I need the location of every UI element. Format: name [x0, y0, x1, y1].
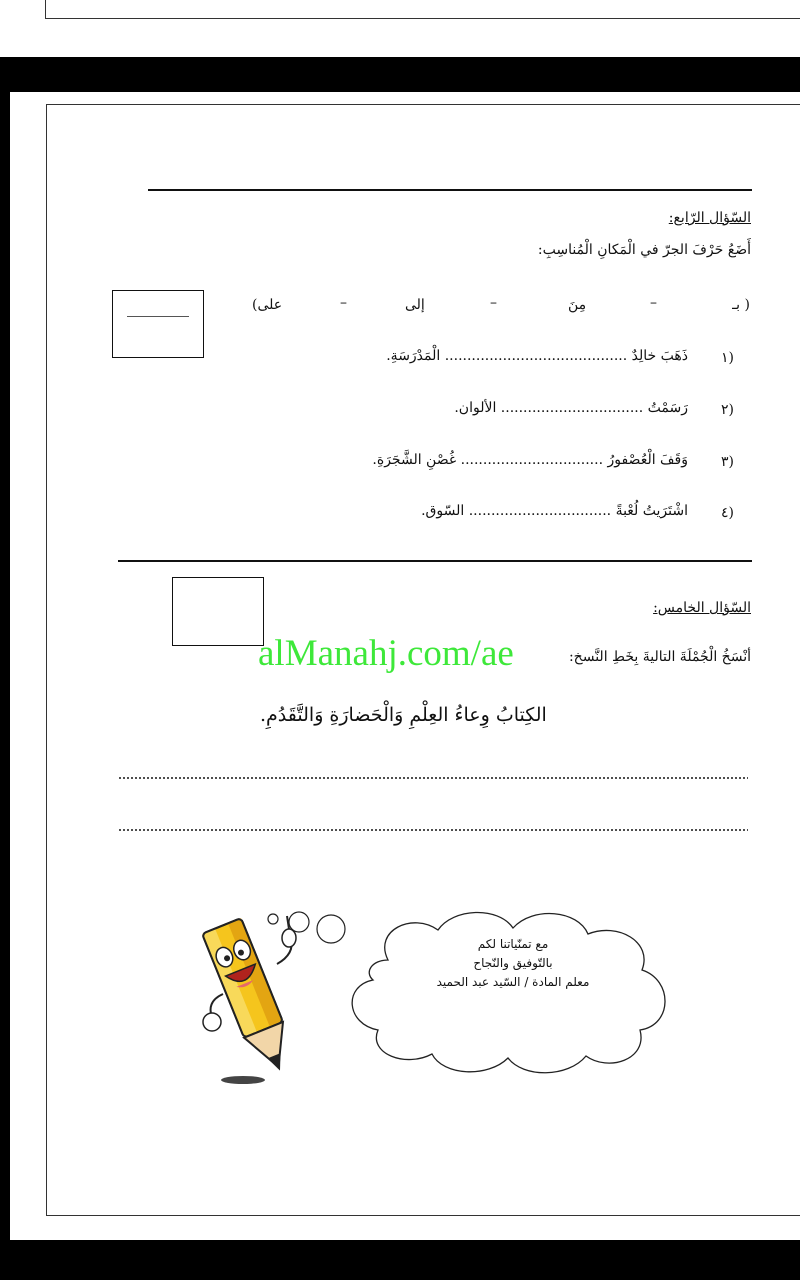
option-ba: ( بـ	[732, 297, 750, 313]
cloud-line-1: مع تمنّياتنا لكم	[477, 937, 549, 951]
score-box	[172, 577, 264, 646]
option-separator: –	[650, 295, 657, 311]
page-border-left	[45, 0, 46, 18]
item-number: ١)	[721, 350, 734, 366]
page-border-top	[46, 104, 800, 105]
section-divider	[148, 189, 752, 191]
section-divider	[118, 560, 752, 562]
page-border-left	[46, 104, 47, 1216]
question-5-instruction: أنْسَخُ الْجُمْلَةَ التاليةَ بِخَطِ النَّسخ:	[568, 649, 751, 665]
page-border-bottom	[45, 18, 800, 19]
writing-line	[118, 777, 748, 779]
item-sentence: رَسَمْتُ ................................ الألوان.	[454, 400, 688, 416]
item-sentence: وَقَفَ الْعُصْفورُ ................................ غُصْنِ الشَّجَرَةِ.	[372, 452, 688, 468]
page-border-bottom	[46, 1215, 800, 1216]
previous-page-bottom	[0, 0, 800, 57]
item-sentence: ذَهَبَ خالِدٌ ......................................... الْمَدْرَسَةِ.	[386, 348, 688, 364]
option-ila: إلى	[405, 297, 425, 313]
score-box	[112, 290, 204, 358]
cloud-line-2: بالتّوفيق والنّجاح	[473, 956, 553, 970]
worksheet-page	[10, 92, 800, 1240]
item-number: ٢)	[721, 402, 734, 418]
option-ala: على)	[252, 297, 283, 313]
item-number: ٤)	[721, 505, 734, 521]
copy-sentence: الكِتابُ وِعاءُ العِلْمِ وَالْحَضارَةِ وَالتَّقَدُمِ.	[260, 704, 547, 726]
thought-cloud	[328, 900, 688, 1085]
option-separator: –	[340, 295, 347, 311]
watermark: alManahj.com/ae	[258, 633, 514, 674]
item-sentence: اشْتَرَيتُ لُعْبةً ................................ السّوق.	[421, 503, 688, 519]
score-line	[127, 316, 189, 317]
option-min: مِنَ	[568, 297, 587, 313]
writing-line	[118, 829, 748, 831]
question-4-heading: السّؤال الرّابع:	[668, 210, 751, 226]
cloud-line-3: معلم المادة / السّيد عبد الحميد	[436, 975, 590, 989]
option-separator: –	[490, 295, 497, 311]
cloud-message	[388, 935, 638, 992]
question-5-heading: السّؤال الخامس:	[653, 600, 751, 616]
item-number: ٣)	[721, 454, 734, 470]
question-4-instruction: أَضَعُ حَرْفَ الجرّ في الْمَكانِ الْمُناسِبِ:	[537, 242, 751, 258]
